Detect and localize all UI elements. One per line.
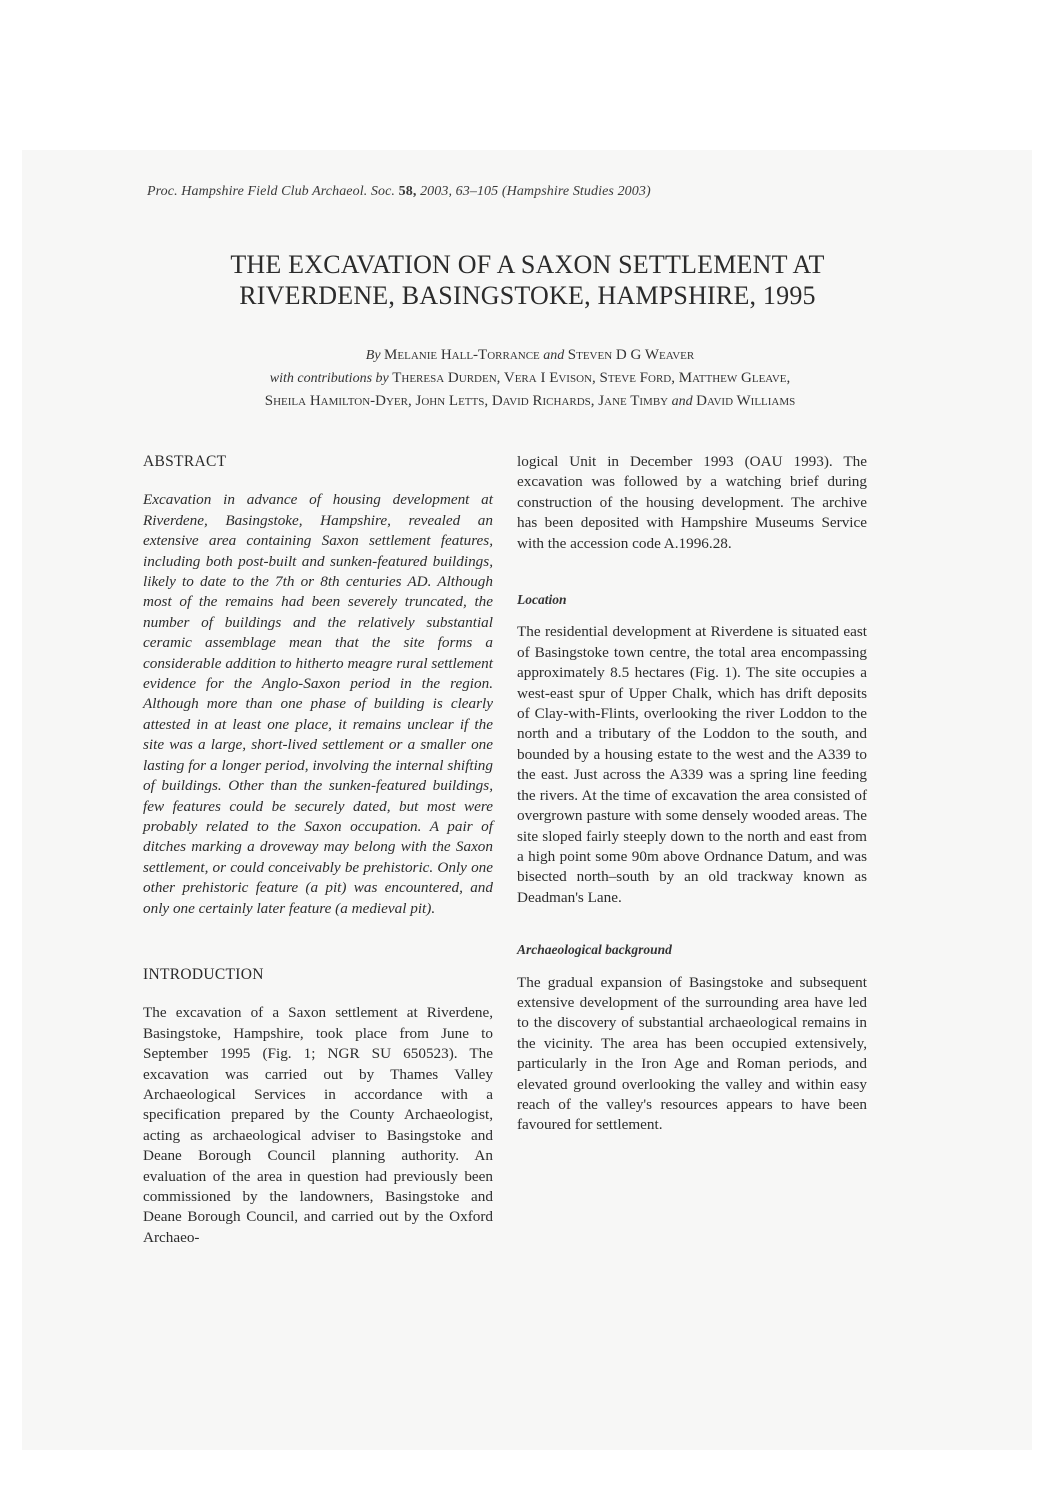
contributor-names: Theresa Durden, Vera I Evison, Steve Ford, Matthew Gleave, — [392, 370, 791, 386]
introduction-heading: INTRODUCTION — [143, 965, 264, 983]
by-label: By — [365, 348, 381, 363]
and-label: and — [671, 394, 693, 409]
location-text: The residential development at Riverdene is situated east of Basingstoke town centre, the total area encompassing approximately 8.5 hectares (Fig. 1). The site occupies a west-east spur of Upper Chalk, which has drift deposits of Clay-with-Flints, overlooking the river Loddon to the north and a tributary of the Loddon to the south, and bounded by a housing estate to the west and the A339 to the east. Just across the A339 was a spring line feeding the rivers. At the time of excavation the area consisted of overgrown pasture with some densely wooded areas. The site sloped fairly steeply down to the north and east from a high point some 90m above Ordnance Datum, and was bisected north–south by an old trackway known as Deadman's Lane. — [517, 623, 867, 906]
paper-title — [130, 249, 925, 311]
location-heading: Location — [517, 592, 567, 608]
contributors-line — [110, 367, 950, 390]
archaeological-background-heading: Archaeological background — [517, 942, 672, 958]
title-line-1: THE EXCAVATION OF A SAXON SETTLEMENT AT — [230, 250, 825, 279]
title-line-2: RIVERDENE, BASINGSTOKE, HAMPSHIRE, 1995 — [239, 281, 816, 310]
citation-volume: 58, — [398, 184, 417, 199]
archaeological-background-text: The gradual expansion of Basingstoke and subsequent extensive development of the surrounding area have led to the discovery of substantial archaeological remains in the vicinity. The area has been occupied extensively, particularly in the Iron Age and Roman periods, and elevated ground overlooking the valley and within easy reach of the valley's resources appears to have been favoured for settlement. — [517, 973, 867, 1134]
citation-pages: 2003, 63–105 (Hampshire Studies 2003) — [420, 184, 651, 199]
introduction-text: The excavation of a Saxon settlement at Riverdene, Basingstoke, Hampshire, took place from June to September 1995 (Fig. 1; NGR SU 650523). The excavation was carried out by Thames Valley Archaeological Services in accordance with a specification prepared by the County Archaeologist, acting as archaeological adviser to Basingstoke and Deane Borough Council planning authority. An evaluation of the area in question had previously been commissioned by the landowners, Basingstoke and Deane Borough Council, and carried out by the Oxford Archaeo- — [143, 1004, 493, 1246]
contributor-names: Sheila Hamilton-Dyer, John Letts, David Richards, Jane Timby — [264, 393, 669, 409]
left-column — [143, 452, 493, 1248]
introduction-continuation: logical Unit in December 1993 (OAU 1993). The excavation was followed by a watching brief during construction of the housing development. The archive has been deposited with Hampshire Museums Service with the accession code A.1996.28. — [517, 453, 867, 552]
author-line — [110, 344, 950, 367]
author-name: Steven D G Weaver — [567, 347, 695, 363]
journal-citation — [147, 184, 651, 200]
abstract-text: Excavation in advance of housing development at Riverdene, Basingstoke, Hampshire, revealed an extensive area containing Saxon settlement features, including both post-built and sunken-featured buildings, likely to date to the 7th or 8th centuries AD. Although most of the remains had been severely truncated, the number of buildings and the relatively substantial ceramic assemblage mean that the site forms a considerable addition to hitherto meagre rural settlement evidence for the Anglo-Saxon period in the region. Although more than one phase of building is clearly attested in at least one place, it remains unclear if the site was a large, short-lived settlement or a smaller one lasting for a longer period, involving the internal shifting of buildings. Other than the sunken-featured buildings, few features could be securely dated, but most were probably related to the Saxon occupation. A pair of ditches marking a droveway may belong with the Saxon settlement, or could conceivably be prehistoric. Only one other prehistoric feature (a pit) was encountered, and only one certainly later feature (a medieval pit). — [143, 491, 493, 917]
contributors-line — [110, 390, 950, 413]
contributor-names: David Williams — [696, 393, 796, 409]
citation-journal: Proc. Hampshire Field Club Archaeol. Soc. — [147, 184, 396, 199]
author-name: Melanie Hall-Torrance — [384, 347, 540, 363]
right-column — [517, 452, 867, 1136]
author-block — [110, 344, 950, 413]
abstract-heading: ABSTRACT — [143, 453, 227, 470]
and-label: and — [543, 348, 565, 363]
contributions-label: with contributions by — [269, 371, 389, 386]
